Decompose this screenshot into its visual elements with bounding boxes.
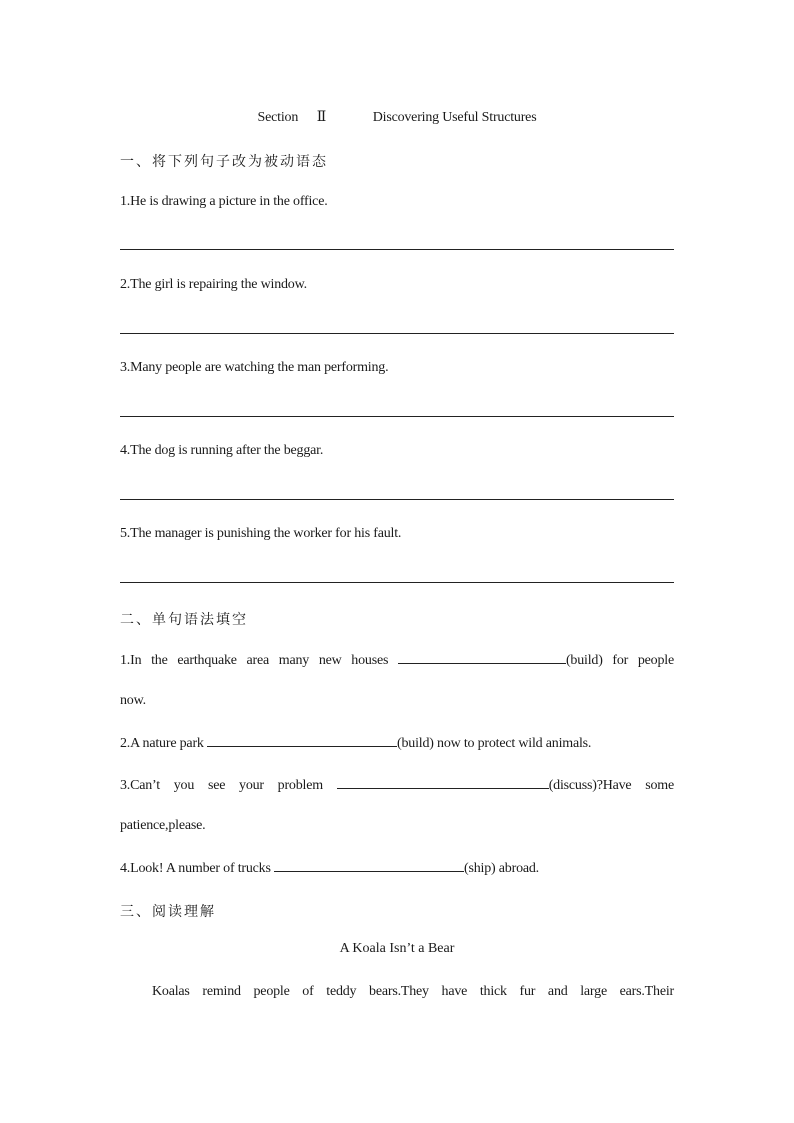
question-text: Many people are watching the man performing. — [130, 360, 389, 375]
passage-first-line: Koalas remind people of teddy bears.They have thick fur and large ears.Their — [152, 984, 674, 999]
question-number: 4. — [120, 443, 131, 458]
question-number: 3. — [120, 778, 131, 793]
part1-question-2 — [120, 277, 674, 293]
part2-question-3-cont: patience,please. — [120, 818, 206, 833]
fill-blank-2[interactable] — [207, 734, 397, 747]
question-text: The girl is repairing the window. — [130, 277, 307, 292]
answer-line-1[interactable] — [120, 249, 674, 250]
answer-line-4[interactable] — [120, 499, 674, 500]
section-label: Section — [257, 110, 299, 125]
part2-question-1 — [120, 651, 674, 669]
part2-heading: 二、单句语法填空 — [120, 612, 248, 628]
question-hint: (ship) abroad. — [464, 861, 539, 876]
section-subtitle: Discovering Useful Structures — [372, 110, 537, 125]
fill-blank-4[interactable] — [274, 859, 464, 872]
answer-line-5[interactable] — [120, 582, 674, 583]
question-number: 3. — [120, 360, 131, 375]
question-text: Look! A number of trucks — [130, 861, 275, 876]
fill-blank-3[interactable] — [337, 776, 549, 789]
part2-question-4 — [120, 859, 674, 877]
part2-question-1-cont: now. — [120, 693, 146, 708]
question-hint: (build) for people — [565, 653, 674, 668]
part1-heading: 一、将下列句子改为被动语态 — [120, 154, 328, 170]
question-number: 2. — [120, 277, 131, 292]
question-number: 2. — [120, 736, 131, 751]
question-text: In the earthquake area many new houses — [130, 653, 398, 668]
part1-question-3 — [120, 360, 674, 376]
section-numeral: Ⅱ — [316, 110, 327, 125]
part2-question-2 — [120, 734, 674, 752]
question-text: A nature park — [130, 736, 208, 751]
question-number: 5. — [120, 526, 131, 541]
question-number: 4. — [120, 861, 131, 876]
answer-line-3[interactable] — [120, 416, 674, 417]
part3-heading: 三、阅读理解 — [120, 904, 216, 920]
answer-line-2[interactable] — [120, 333, 674, 334]
question-hint: (build) now to protect wild animals. — [397, 736, 592, 751]
part1-question-1 — [120, 194, 674, 210]
question-number: 1. — [120, 194, 131, 209]
part1-question-5 — [120, 526, 674, 542]
question-text: Can’t you see your problem — [130, 778, 337, 793]
fill-blank-1[interactable] — [398, 651, 566, 664]
part1-question-4 — [120, 443, 674, 459]
question-text: He is drawing a picture in the office. — [130, 194, 328, 209]
question-hint: (discuss)?Have some — [548, 778, 674, 793]
page-title — [0, 109, 794, 126]
part2-question-3 — [120, 776, 674, 794]
question-text: The dog is running after the beggar. — [130, 443, 324, 458]
passage-title: A Koala Isn’t a Bear — [339, 941, 455, 956]
question-text: The manager is punishing the worker for his fault. — [130, 526, 402, 541]
question-number: 1. — [120, 653, 131, 668]
